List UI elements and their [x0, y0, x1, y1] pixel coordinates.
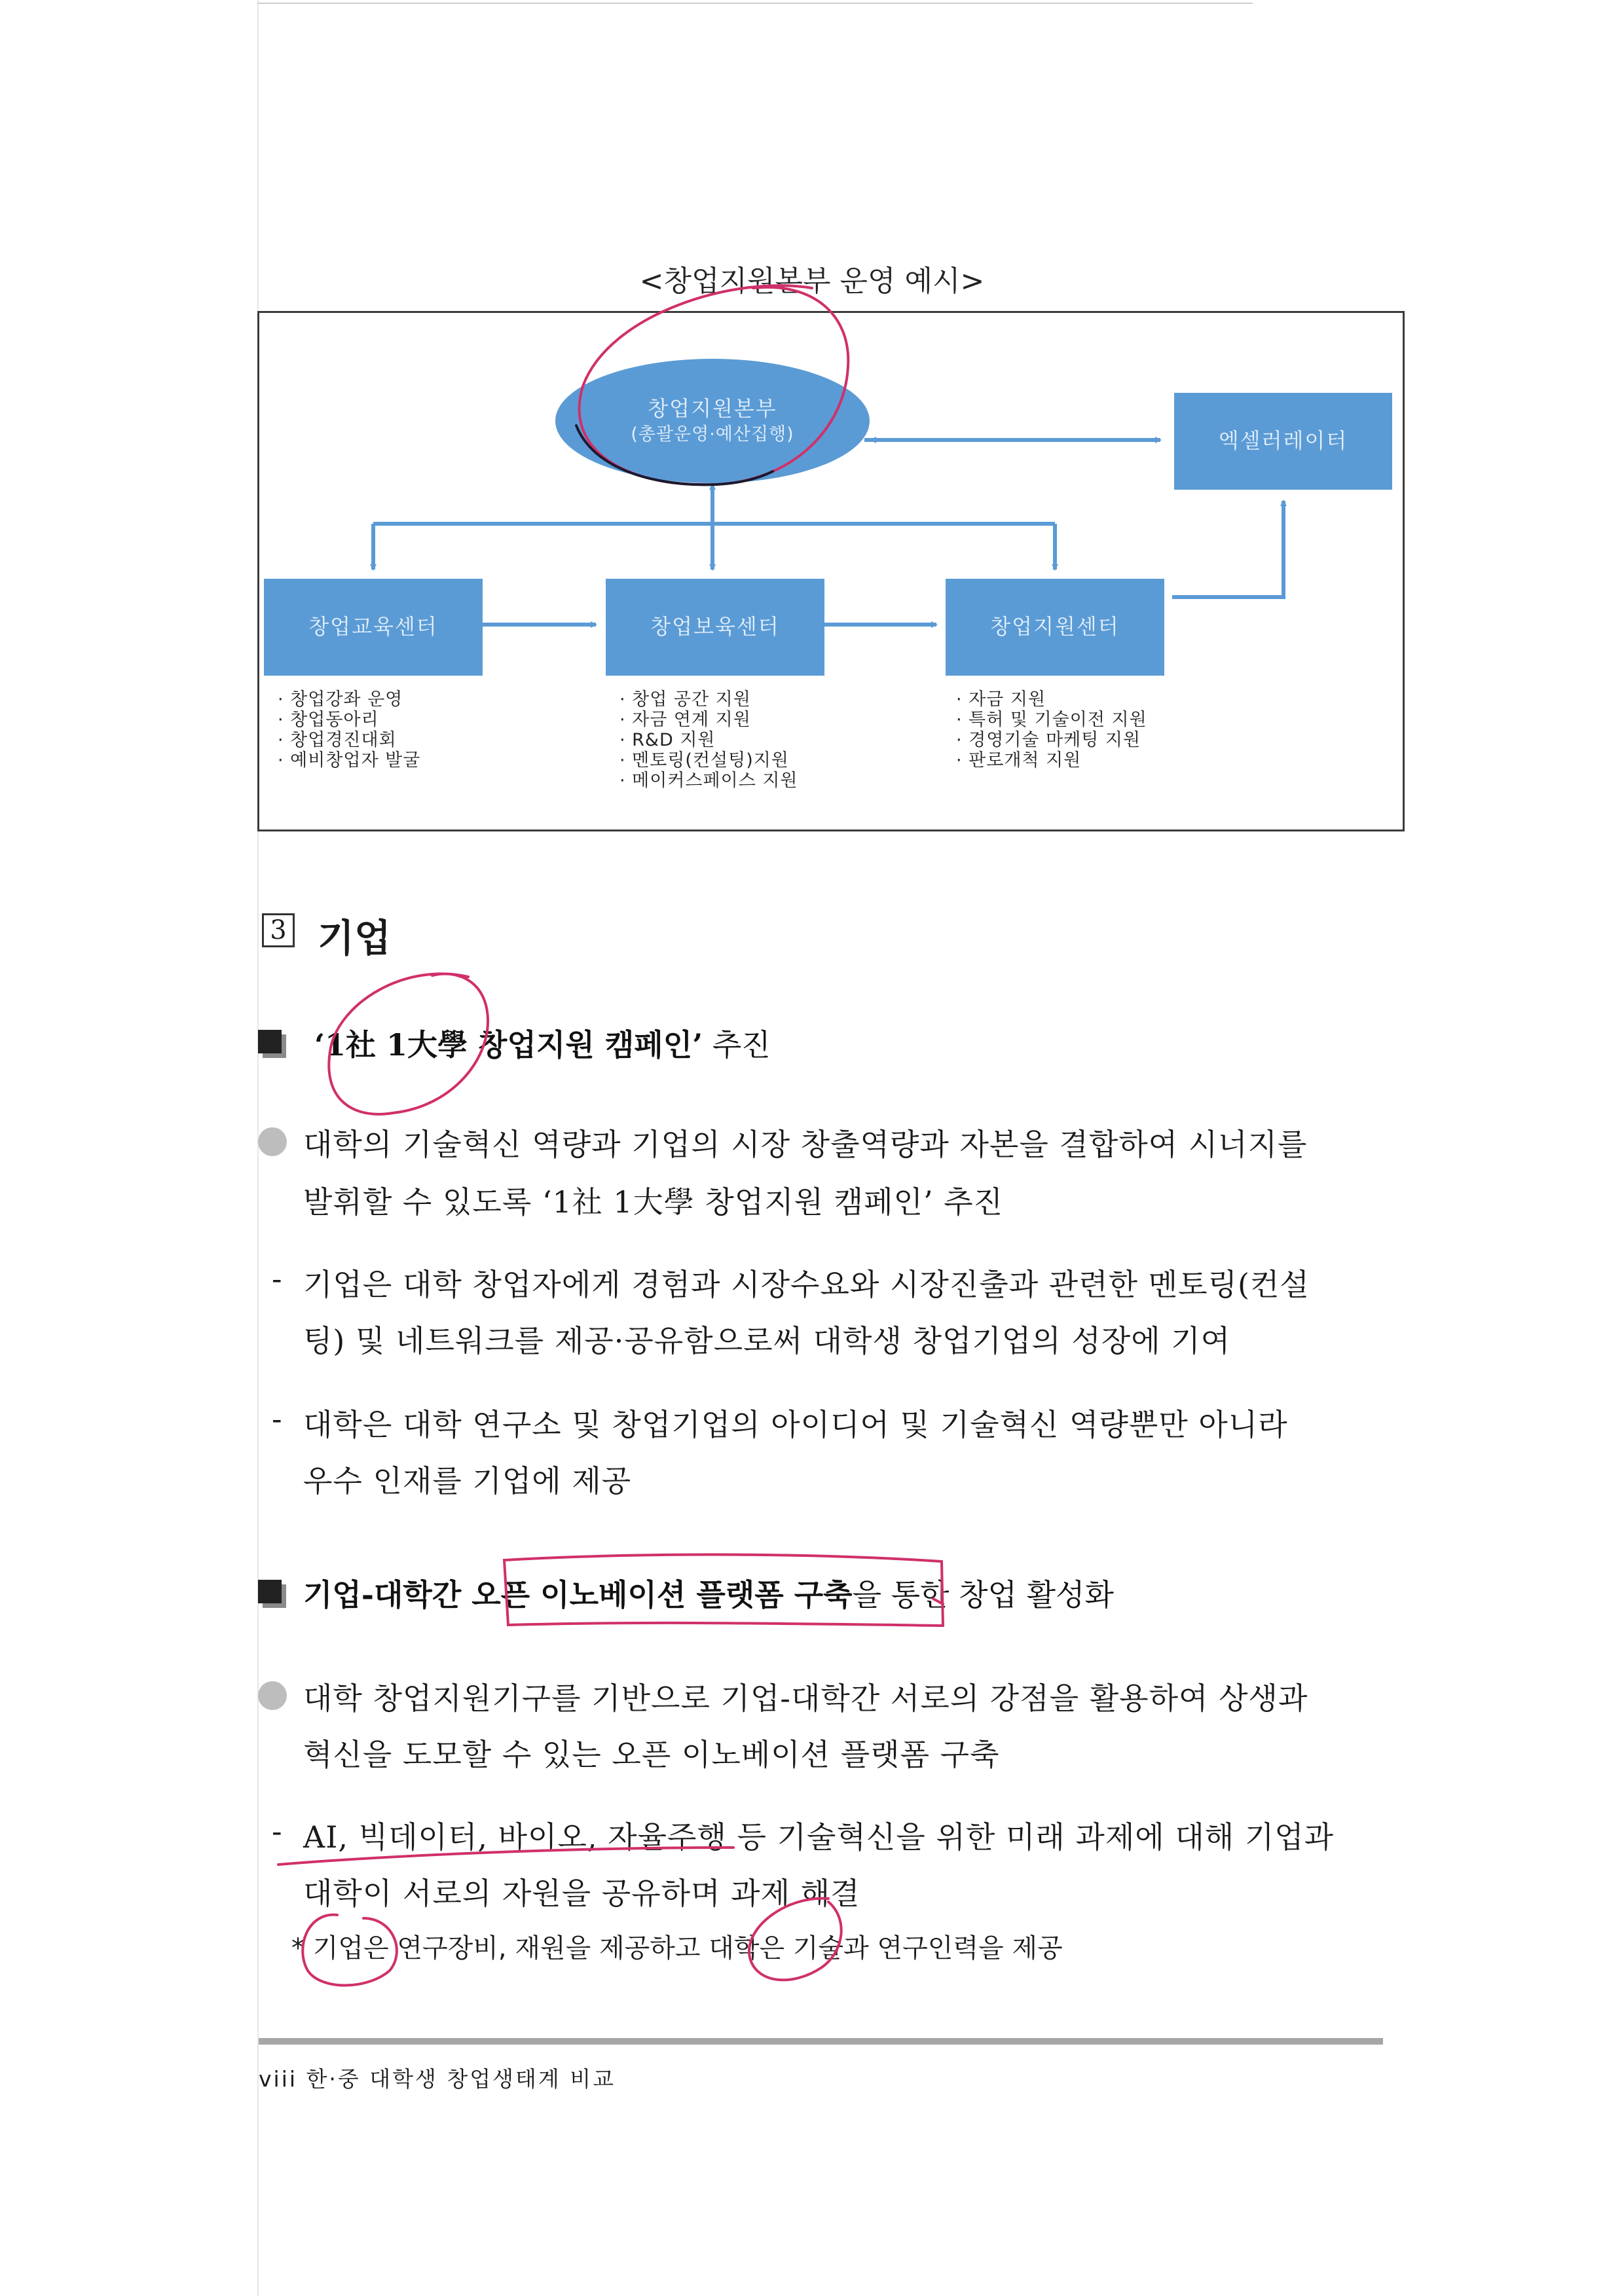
heading-campaign [314, 1021, 771, 1065]
paragraph-line: 대학은 대학 연구소 및 창업기업의 아이디어 및 기술혁신 역량뿐만 아니라 [303, 1407, 1288, 1442]
list-item: · 판로개척 지원 [956, 750, 1082, 771]
section-number-box: 3 [262, 913, 295, 947]
paragraph-line: 기업은 대학 창업자에게 경험과 시장수요와 시장진출과 관련한 멘토링(컨설 [303, 1267, 1310, 1302]
page-top-rule [257, 3, 1253, 4]
list-item: · 창업강좌 운영 [278, 689, 403, 710]
list-item: · 창업 공간 지원 [619, 689, 751, 710]
paragraph-line: 대학이 서로의 자원을 공유하며 과제 해결 [303, 1876, 860, 1911]
accelerator-node: 엑셀러레이터 [1174, 393, 1392, 490]
paragraph-line: 대학의 기술혁신 역량과 기업의 시장 창출역량과 자본을 결합하여 시너지를 [303, 1127, 1308, 1162]
paragraph-line: 우수 인재를 기업에 제공 [303, 1463, 632, 1499]
dash-bullet: - [272, 1813, 282, 1849]
incubation-center-node: 창업보육센터 [606, 579, 824, 676]
heading-open-innovation-bold: 기업-대학간 오픈 이노베이션 플랫폼 구축 [303, 1577, 853, 1613]
dash-bullet: - [272, 1401, 282, 1436]
list-item: · 자금 지원 [956, 689, 1046, 710]
section-title: 기업 [318, 916, 392, 960]
support-center-items [956, 689, 1147, 771]
list-item: · 창업경진대회 [278, 730, 397, 750]
heading-open-innovation-rest: 을 통한 창업 활성화 [852, 1577, 1114, 1613]
square-bullet-icon [258, 1030, 282, 1053]
hq-title: 창업지원본부 [648, 396, 777, 422]
list-item: · 메이커스페이스 지원 [619, 771, 798, 791]
paragraph-line: 혁신을 도모할 수 있는 오픈 이노베이션 플랫폼 구축 [303, 1737, 1000, 1772]
education-center-items [278, 689, 420, 771]
paragraph-line: 대학 창업지원기구를 기반으로 기업-대학간 서로의 강점을 활용하여 상생과 [303, 1681, 1308, 1716]
heading-open-innovation [303, 1571, 1114, 1614]
list-item: · 경영기술 마케팅 지원 [956, 730, 1141, 750]
page-footer: viii 한·중 대학생 창업생태계 비교 [259, 2066, 616, 2092]
support-center-node: 창업지원센터 [946, 579, 1164, 676]
list-item: · 예비창업자 발굴 [278, 750, 421, 771]
list-item: · 멘토링(컨설팅)지원 [619, 750, 789, 771]
footnote: * 기업은 연구장비, 재원을 제공하고 대학은 기술과 연구인력을 제공 [291, 1933, 1063, 1963]
list-item: · 자금 연계 지원 [619, 710, 751, 730]
square-bullet-icon [258, 1580, 282, 1603]
footer-rule [259, 2038, 1383, 2045]
paragraph-line: AI, 빅데이터, 바이오, 자율주행 등 기술혁신을 위한 미래 과제에 대해 기업과 [303, 1819, 1335, 1855]
list-item: · 창업동아리 [278, 710, 379, 730]
hq-subtitle: (총괄운영·예산집행) [631, 424, 794, 445]
list-item: · R&D 지원 [619, 730, 716, 750]
education-center-node: 창업교육센터 [264, 579, 483, 676]
incubation-center-items [619, 689, 798, 791]
list-item: · 특허 및 기술이전 지원 [956, 710, 1147, 730]
paragraph-line: 팅) 및 네트워크를 제공·공유함으로써 대학생 창업기업의 성장에 기여 [303, 1323, 1231, 1358]
hq-node [555, 359, 870, 483]
dash-bullet: - [272, 1261, 282, 1296]
heading-campaign-rest: 추진 [703, 1027, 771, 1063]
paragraph-line: 발휘할 수 있도록 ‘1社 1大學 창업지원 캠페인’ 추진 [303, 1184, 1004, 1220]
circle-bullet-icon [258, 1127, 287, 1156]
figure-title: <창업지원본부 운영 예시> [639, 264, 985, 298]
heading-campaign-bold: ‘1社 1大學 창업지원 캠페인’ [314, 1027, 703, 1063]
circle-bullet-icon [258, 1681, 287, 1710]
